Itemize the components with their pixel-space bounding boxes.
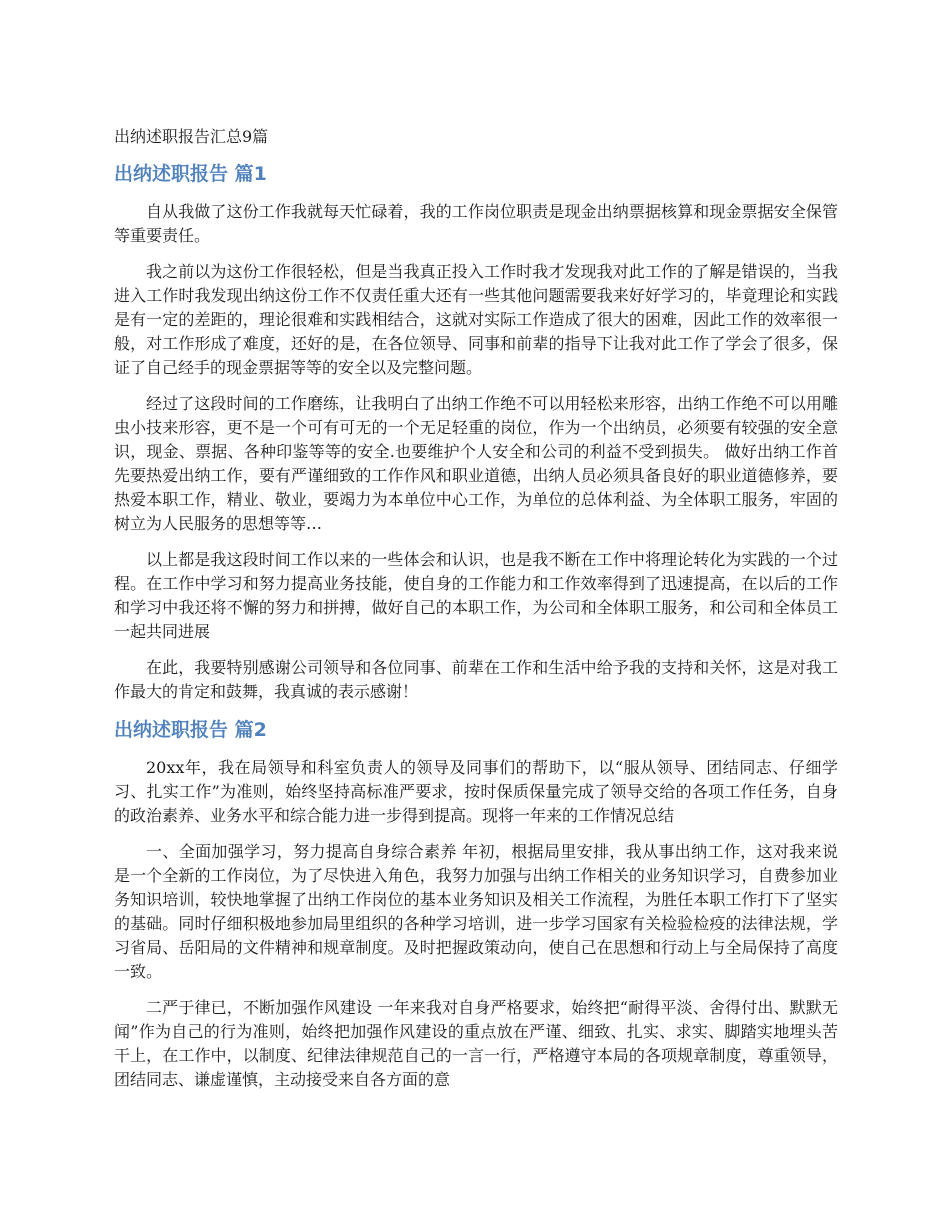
section-1 xyxy=(114,160,838,704)
section-2 xyxy=(114,716,838,1092)
section-heading: 出纳述职报告 篇1 xyxy=(114,163,267,185)
paragraph: 20xx年，我在局领导和科室负责人的领导及同事们的帮助下，以“服从领导、团结同志、仔细学习、扎实工作”为准则，始终坚持高标准严要求，按时保质保量完成了领导交给的各项工作任务，自身 的政治素养、业务水平和综合能力进一步得到提高。现将一年来的工作情况总结 xyxy=(114,758,838,825)
section-heading: 出纳述职报告 篇2 xyxy=(114,719,267,741)
paragraph: 一、全面加强学习，努力提高自身综合素养 年初，根据局里安排，我从事出纳工作，这对我来说是一个全新的工作岗位，为了尽快进入角色，我努力加强与出纳工作相关的业务知识学习，自费参加业务知识培训，较快地掌握了出纳工作岗位的基本业务知识及相关工作流程，为胜任本职工作打下了坚实的基础。同时仔细积极地参加局里组织的各种学习培训，进一步学习国家有关检验检疫的法律法规，学习省局、岳阳局的文件精神和规章制度。及时把握政策动向，使自己在思想和行动上与全局保持了高度一致。 xyxy=(114,842,838,981)
paragraph: 我之前以为这份工作很轻松，但是当我真正投入工作时我才发现我对此工作的了解是错误的，当我进入工作时我发现出纳这份工作不仅责任重大还有一些其他问题需要我来好好学习的，毕竟理论和实践是有一定的差距的，理论很难和实践相结合，这就对实际工作造成了很大的困难，因此工作的效率很一般，对工作形成了难度，还好的是，在各位领导、同事和前辈的指导下让我对此工作了学会了很多，保证了自己经手的现金票据等等的安全以及完整问题。 xyxy=(114,262,838,377)
paragraph: 经过了这段时间的工作磨练，让我明白了出纳工作绝不可以用轻松来形容，出纳工作绝不可以用雕虫小技来形容，更不是一个可有可无的一个无足轻重的岗位，作为一个出纳员，必须要有较强的安全意识，现金、票据、各种印鉴等等的安全.也要维护个人安全和公司的利益不受到损失。 做好出纳工作首先要热爱出纳工作，要有严谨细致的工作作风和职业道德，出纳人员必须具备良好的职业道德修养，要热爱本职工作，精业、敬业，要竭力为本单位中心工作，为单位的总体利益、为全体职工服务，牢固的树立为人民服务的思想等等… xyxy=(114,394,838,533)
paragraph: 在此，我要特别感谢公司领导和各位同事、前辈在工作和生活中给予我的支持和关怀，这是对我工作最大的肯定和鼓舞，我真诚的表示感谢！ xyxy=(114,658,838,701)
document-page xyxy=(114,124,838,1104)
paragraph: 自从我做了这份工作我就每天忙碌着，我的工作岗位职责是现金出纳票据核算和现金票据安全保管等重要责任。 xyxy=(114,202,838,245)
paragraph: 以上都是我这段时间工作以来的一些体会和认识，也是我不断在工作中将理论转化为实践的一个过程。在工作中学习和努力提高业务技能，使自身的工作能力和工作效率得到了迅速提高，在以后的工作和学习中我还将不懈的努力和拼搏，做好自己的本职工作，为公司和全体职工服务，和公司和全体员工一起共同进展 xyxy=(114,550,838,641)
document-title: 出纳述职报告汇总9篇 xyxy=(114,127,269,146)
paragraph: 二严于律已，不断加强作风建设 一年来我对自身严格要求，始终把“耐得平淡、舍得付出、默默无闻”作为自己的行为准则，始终把加强作风建设的重点放在严谨、细致、扎实、求实、脚踏实地埋头苦干上，在工作中，以制度、纪律法律规范自己的一言一行，严格遵守本局的各项规章制度，尊重领导，团结同志、谦虚谨慎，主动接受来自各方面的意 xyxy=(114,998,838,1089)
